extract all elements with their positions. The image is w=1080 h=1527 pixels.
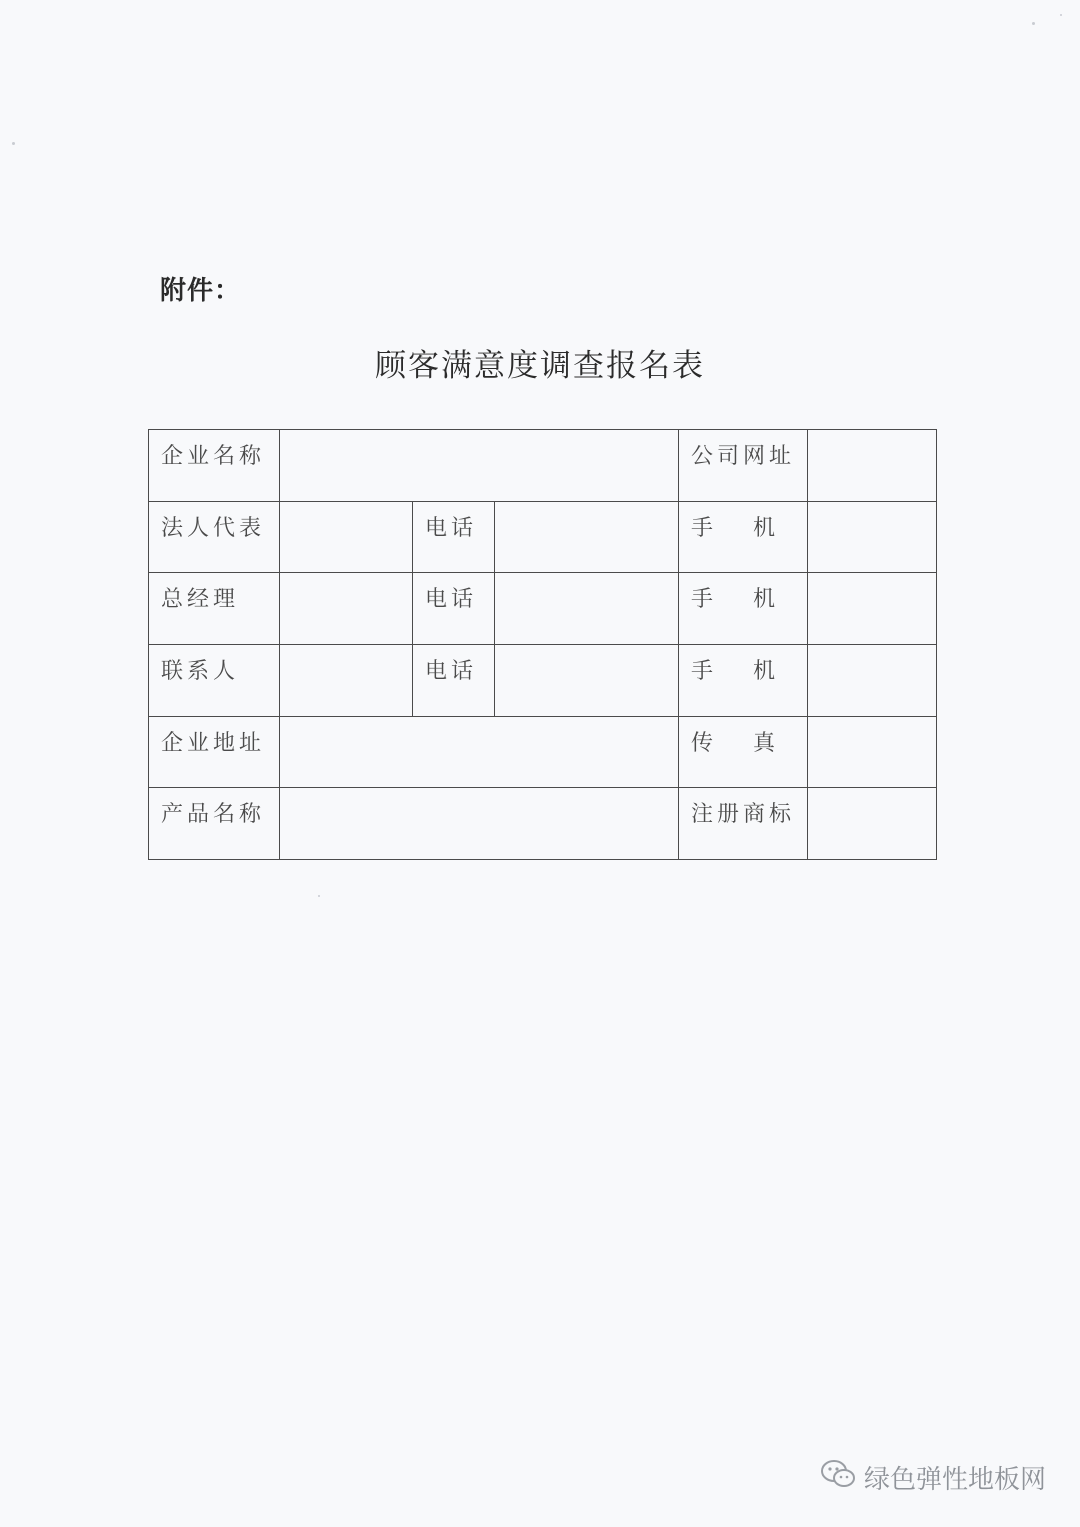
company-name-label: 企业名称 [161, 444, 266, 469]
phone-label-cell [413, 573, 495, 645]
general-manager-label-cell [149, 573, 280, 645]
contact-person-mobile-field[interactable] [808, 644, 937, 716]
table-row [149, 430, 937, 502]
trademark-label: 注册商标 [691, 802, 796, 828]
mobile-label-cell [679, 573, 808, 645]
mobile-label-char: 手 [691, 658, 714, 684]
mobile-label-char: 机 [753, 515, 776, 541]
page-title: 顾客满意度调查报名表 [375, 348, 705, 384]
company-website-field[interactable] [808, 430, 937, 502]
mobile-label-char: 手 [691, 587, 714, 613]
general-manager-label: 总经理 [161, 587, 240, 613]
scan-speck [318, 895, 320, 897]
table-row [149, 644, 937, 716]
contact-person-phone-field[interactable] [495, 644, 679, 716]
table-row [149, 573, 937, 645]
company-website-label-cell [679, 430, 808, 502]
contact-person-field[interactable] [280, 644, 413, 716]
product-name-field[interactable] [280, 788, 679, 860]
fax-label-cell [679, 716, 808, 788]
registration-form-table [148, 429, 937, 860]
general-manager-phone-field[interactable] [495, 573, 679, 645]
company-name-field[interactable] [280, 430, 679, 502]
general-manager-mobile-field[interactable] [808, 573, 937, 645]
legal-rep-mobile-field[interactable] [808, 501, 937, 573]
legal-rep-label-cell [149, 501, 280, 573]
general-manager-field[interactable] [280, 573, 413, 645]
mobile-label-cell [679, 644, 808, 716]
phone-label-cell [413, 501, 495, 573]
scan-speck [1032, 22, 1035, 25]
company-website-label: 公司网址 [691, 444, 796, 469]
scan-speck [1060, 14, 1062, 16]
fax-label-char: 真 [753, 730, 776, 756]
company-address-field[interactable] [280, 716, 679, 788]
legal-rep-label: 法人代表 [161, 515, 266, 541]
wechat-icon [820, 1459, 856, 1496]
trademark-field[interactable] [808, 788, 937, 860]
trademark-label-cell [679, 788, 808, 860]
fax-field[interactable] [808, 716, 937, 788]
contact-person-label-cell [149, 644, 280, 716]
legal-rep-phone-field[interactable] [495, 501, 679, 573]
mobile-label-char: 手 [691, 515, 714, 541]
product-name-label: 产品名称 [161, 802, 266, 828]
company-name-label-cell [149, 430, 280, 502]
watermark-text: 绿色弹性地板网 [863, 1464, 1046, 1495]
mobile-label-char: 机 [753, 587, 776, 613]
attachment-label: 附件： [160, 276, 242, 306]
table-row [149, 788, 937, 860]
mobile-label-cell [679, 501, 808, 573]
watermark [820, 1457, 1046, 1497]
phone-label: 电话 [425, 587, 478, 613]
company-address-label: 企业地址 [161, 730, 266, 756]
contact-person-label: 联系人 [161, 658, 240, 684]
fax-label-char: 传 [691, 730, 714, 756]
product-name-label-cell [149, 788, 280, 860]
legal-rep-field[interactable] [280, 501, 413, 573]
company-address-label-cell [149, 716, 280, 788]
table-row [149, 501, 937, 573]
phone-label: 电话 [425, 658, 478, 684]
table-row [149, 716, 937, 788]
scan-speck [12, 142, 15, 145]
mobile-label-char: 机 [753, 658, 776, 684]
phone-label: 电话 [425, 515, 478, 541]
phone-label-cell [413, 644, 495, 716]
